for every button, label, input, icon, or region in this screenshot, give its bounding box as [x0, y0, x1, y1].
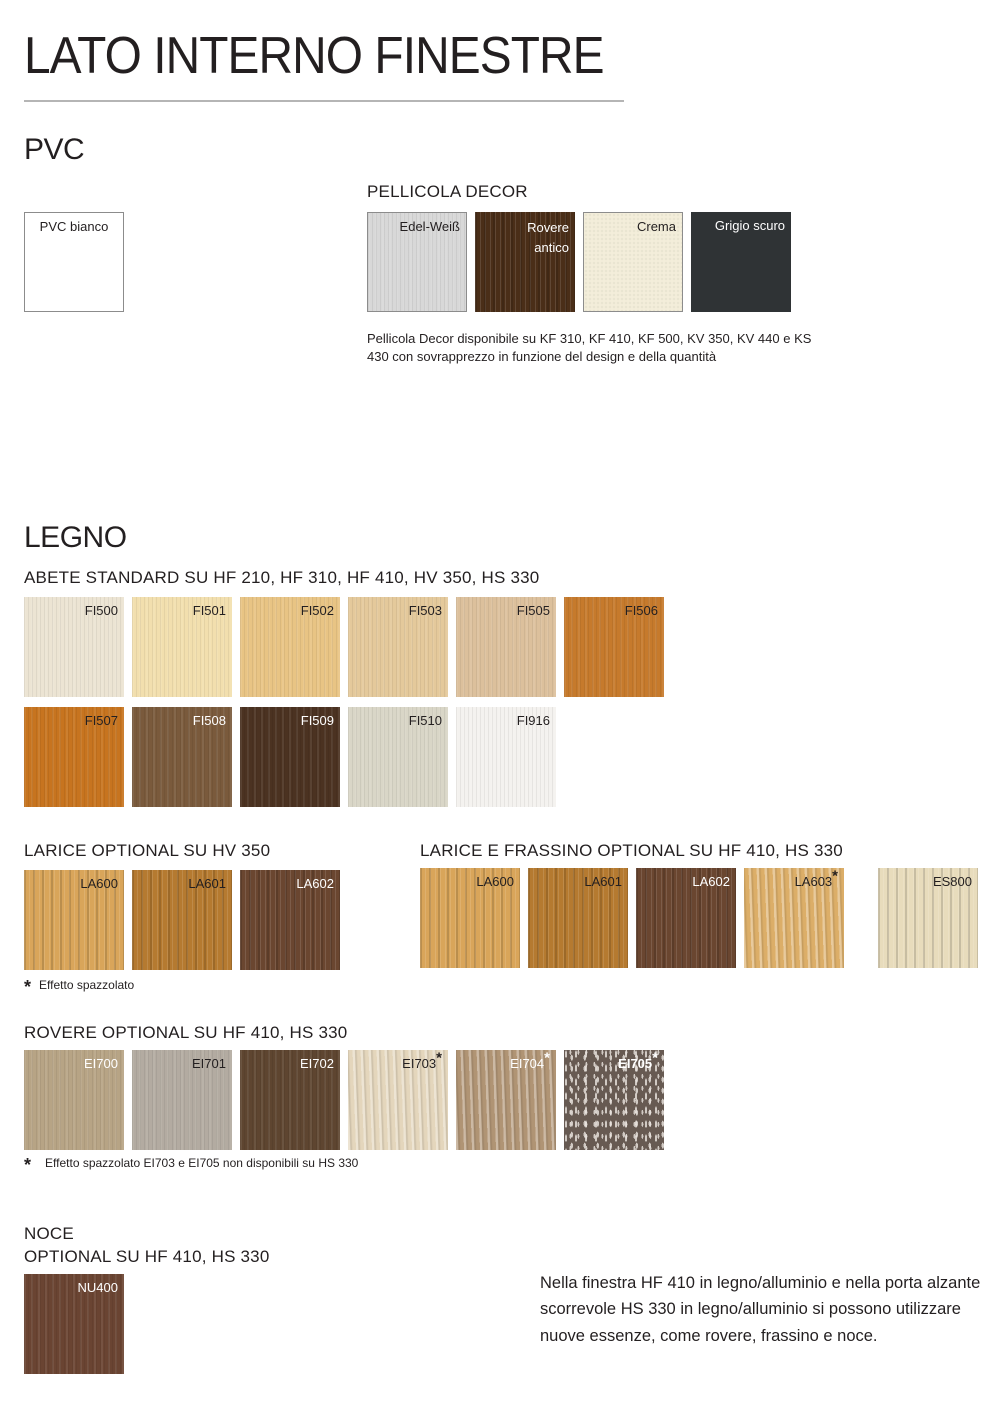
swatch-label: [84, 1056, 118, 1072]
swatch-code: LA600: [476, 874, 514, 889]
larice-heading: LARICE OPTIONAL SU HV 350: [24, 841, 271, 860]
footnote-text: Effetto spazzolato: [39, 978, 135, 992]
swatch-label: [794, 868, 838, 890]
swatch-code: EI701: [192, 1056, 226, 1071]
swatch-la602: [240, 870, 340, 970]
swatch-ei700: [24, 1050, 124, 1150]
swatch-ei705: [564, 1050, 664, 1150]
swatch-label: Rovere antico: [527, 220, 569, 256]
swatch-code: EI703: [402, 1056, 437, 1071]
swatch-pvc-bianco: [24, 212, 124, 312]
footnote-mark: *: [24, 977, 32, 997]
swatch-fi916: [456, 707, 556, 807]
swatch-la600: [24, 870, 124, 970]
swatch-label: FI503: [408, 603, 442, 618]
swatch-label: Crema: [636, 219, 676, 234]
pellicola-decor-heading: PELLICOLA DECOR: [367, 182, 528, 201]
swatch-crema: [583, 212, 683, 312]
rovere-footnote: [24, 1155, 358, 1176]
abete-heading: ABETE STANDARD SU HF 210, HF 310, HF 410, HV 350, HS 330: [24, 568, 540, 587]
swatch-label: LA602: [296, 876, 334, 891]
swatch-label: [933, 874, 972, 890]
pvc-heading: PVC: [24, 133, 85, 166]
swatch-fi500: [24, 597, 124, 697]
swatch-label: FI505: [516, 603, 550, 618]
swatch-label: FI506: [624, 603, 658, 618]
swatch-fi506: [564, 597, 664, 697]
swatch-label: LA601: [188, 876, 226, 891]
swatch-fi510: [348, 707, 448, 807]
swatch-label: FI502: [300, 603, 334, 618]
swatch-code: LA602: [692, 874, 730, 889]
brushed-mark: *: [436, 1050, 442, 1067]
swatch-edel-weiss: [367, 212, 467, 312]
swatch-ei704: [456, 1050, 556, 1150]
swatch-la601-hf: [528, 868, 628, 968]
swatch-rovere-antico: [475, 212, 575, 312]
swatch-label: FI501: [192, 603, 226, 618]
brushed-mark: *: [832, 868, 838, 885]
swatch-code: EI700: [84, 1056, 118, 1071]
swatch-label: Edel-Weiß: [399, 219, 460, 234]
footnote-text: Effetto spazzolato EI703 e EI705 non disponibili su HS 330: [45, 1156, 359, 1170]
swatch-label: Grigio scuro: [714, 218, 785, 233]
swatch-code: EI704: [510, 1056, 545, 1071]
swatch-ei702: [240, 1050, 340, 1150]
brushed-mark: *: [652, 1050, 658, 1067]
swatch-fi509: [240, 707, 340, 807]
swatch-label: FI500: [84, 603, 118, 618]
rovere-heading: ROVERE OPTIONAL SU HF 410, HS 330: [24, 1023, 348, 1042]
brushed-mark: *: [544, 1050, 550, 1067]
info-paragraph: Nella finestra HF 410 in legno/alluminio e nella porta alzante scorrevole HS 330 in legno/alluminio si possono utilizzare nuove essenze, come rovere, frassino e noce.: [540, 1274, 981, 1345]
pellicola-decor-note: Pellicola Decor disponibile su KF 310, KF 410, KF 500, KV 350, KV 440 e KS 430 con sovrapprezzo in funzione del design e della quantità: [367, 331, 812, 365]
noce-subheading: OPTIONAL SU HF 410, HS 330: [24, 1247, 270, 1266]
swatch-es800: [878, 868, 978, 968]
swatch-label: PVC bianco: [39, 219, 109, 234]
swatch-la602-hf: [636, 868, 736, 968]
swatch-label: FI508: [192, 713, 226, 728]
title-divider: [24, 100, 624, 102]
swatch-label: FI510: [408, 713, 442, 728]
swatch-label: [402, 1050, 442, 1072]
swatch-fi507: [24, 707, 124, 807]
swatch-label: FI916: [516, 713, 550, 728]
swatch-label: [692, 874, 730, 890]
swatch-label: [510, 1050, 550, 1072]
swatch-fi505: [456, 597, 556, 697]
swatch-label: FI509: [300, 713, 334, 728]
swatch-ei701: [132, 1050, 232, 1150]
noce-heading: NOCE: [24, 1224, 74, 1243]
swatch-code: LA601: [584, 874, 622, 889]
swatch-fi508: [132, 707, 232, 807]
footnote-mark: *: [24, 1155, 32, 1175]
swatch-la603: [744, 868, 844, 968]
page-title: LATO INTERNO FINESTRE: [24, 27, 604, 85]
swatch-la601: [132, 870, 232, 970]
swatch-label: [192, 1056, 226, 1072]
swatch-code: EI702: [300, 1056, 334, 1071]
swatch-label: NU400: [77, 1280, 118, 1295]
larice-footnote: [24, 977, 134, 998]
swatch-fi501: [132, 597, 232, 697]
swatch-fi503: [348, 597, 448, 697]
swatch-label: [618, 1050, 658, 1072]
swatch-label: [584, 874, 622, 890]
swatch-label: [476, 874, 514, 890]
swatch-label: LA600: [80, 876, 118, 891]
larice-frassino-heading: LARICE E FRASSINO OPTIONAL SU HF 410, HS 330: [420, 841, 843, 860]
swatch-fi502: [240, 597, 340, 697]
swatch-nu400: [24, 1274, 124, 1374]
swatch-label: [300, 1056, 334, 1072]
swatch-code: LA603: [794, 874, 833, 889]
legno-heading: LEGNO: [24, 521, 127, 554]
swatch-code: EI705: [618, 1056, 653, 1071]
swatch-label: FI507: [84, 713, 118, 728]
swatch-code: ES800: [932, 874, 972, 889]
swatch-la600-hf: [420, 868, 520, 968]
swatch-ei703: [348, 1050, 448, 1150]
swatch-grigio-scuro: [691, 212, 791, 312]
